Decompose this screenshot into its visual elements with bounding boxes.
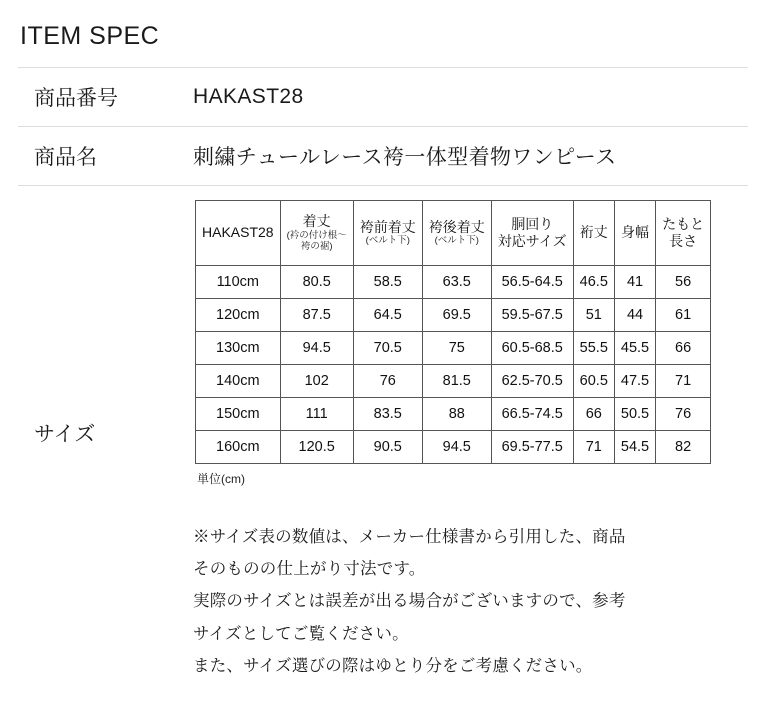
- page-title: ITEM SPEC: [20, 22, 160, 50]
- table-cell: 71: [573, 431, 614, 464]
- size-table-header-cell: 袴後着丈 (ベルト下): [422, 201, 491, 266]
- size-table-header-cell: HAKAST28: [196, 201, 281, 266]
- table-cell: 62.5-70.5: [491, 365, 573, 398]
- table-cell: 58.5: [353, 266, 422, 299]
- table-cell: 54.5: [614, 431, 655, 464]
- size-table-header-cell: 身幅: [614, 201, 655, 266]
- table-cell: 87.5: [280, 299, 353, 332]
- size-table-header-cell: 胴回り 対応サイズ: [491, 201, 573, 266]
- table-cell: 111: [280, 398, 353, 431]
- table-cell: 140cm: [196, 365, 281, 398]
- table-row: [196, 266, 711, 299]
- table-cell: 69.5-77.5: [491, 431, 573, 464]
- table-cell: 55.5: [573, 332, 614, 365]
- value-product-number: HAKAST28: [193, 85, 304, 108]
- size-table-header-subtext: (衿の付け根～ 袴の裾): [286, 229, 347, 252]
- size-table-header-subtext: (ベルト下): [434, 235, 479, 247]
- table-cell: 56.5-64.5: [491, 266, 573, 299]
- table-cell: 90.5: [353, 431, 422, 464]
- table-cell: 160cm: [196, 431, 281, 464]
- size-table-header-cell: 裄丈: [573, 201, 614, 266]
- table-cell: 88: [422, 398, 491, 431]
- note-line: 実際のサイズとは誤差が出る場合がございますので、参考: [193, 592, 626, 611]
- table-cell: 66: [573, 398, 614, 431]
- size-table-head: [196, 201, 711, 266]
- table-cell: 66.5-74.5: [491, 398, 573, 431]
- table-cell: 56: [656, 266, 711, 299]
- table-row: [196, 431, 711, 464]
- unit-note: 単位(cm): [197, 472, 245, 486]
- note-line: ※サイズ表の数値は、メーカー仕様書から引用した、商品: [193, 528, 626, 546]
- table-cell: 130cm: [196, 332, 281, 365]
- table-row: [196, 299, 711, 332]
- table-cell: 66: [656, 332, 711, 365]
- table-cell: 81.5: [422, 365, 491, 398]
- table-cell: 60.5-68.5: [491, 332, 573, 365]
- table-cell: 70.5: [353, 332, 422, 365]
- table-cell: 69.5: [422, 299, 491, 332]
- size-table-header-cell: たもと 長さ: [656, 201, 711, 266]
- label-product-number: 商品番号: [34, 87, 118, 110]
- table-cell: 110cm: [196, 266, 281, 299]
- table-cell: 120cm: [196, 299, 281, 332]
- label-product-name: 商品名: [34, 146, 97, 169]
- table-cell: 64.5: [353, 299, 422, 332]
- note-line: また、サイズ選びの際はゆとり分をご考慮ください。: [193, 656, 593, 675]
- table-cell: 76: [353, 365, 422, 398]
- table-cell: 76: [656, 398, 711, 431]
- size-content: [193, 186, 748, 682]
- spec-row-size: [18, 186, 748, 682]
- table-cell: 80.5: [280, 266, 353, 299]
- table-cell: 94.5: [280, 332, 353, 365]
- table-row: [196, 365, 711, 398]
- size-table-header-subtext: (ベルト下): [365, 235, 410, 247]
- table-cell: 60.5: [573, 365, 614, 398]
- size-table: [195, 200, 711, 464]
- value-product-name: 刺繍チュールレース袴一体型着物ワンピース: [193, 146, 617, 169]
- size-notes: [193, 487, 748, 682]
- table-cell: 71: [656, 365, 711, 398]
- table-cell: 63.5: [422, 266, 491, 299]
- table-cell: 150cm: [196, 398, 281, 431]
- size-table-header-cell: 着丈 (衿の付け根～ 袴の裾): [280, 201, 353, 266]
- table-cell: 94.5: [422, 431, 491, 464]
- table-cell: 46.5: [573, 266, 614, 299]
- table-cell: 51: [573, 299, 614, 332]
- table-cell: 45.5: [614, 332, 655, 365]
- table-cell: 61: [656, 299, 711, 332]
- table-cell: 47.5: [614, 365, 655, 398]
- table-row: [196, 332, 711, 365]
- note-line: そのものの仕上がり寸法です。: [193, 560, 426, 579]
- table-cell: 102: [280, 365, 353, 398]
- table-cell: 75: [422, 332, 491, 365]
- table-row: [196, 398, 711, 431]
- size-table-body: [196, 266, 711, 464]
- spec-row-product-name: [18, 127, 748, 185]
- table-cell: 83.5: [353, 398, 422, 431]
- table-cell: 41: [614, 266, 655, 299]
- table-cell: 59.5-67.5: [491, 299, 573, 332]
- table-cell: 44: [614, 299, 655, 332]
- size-table-header-row: [196, 201, 711, 266]
- table-cell: 120.5: [280, 431, 353, 464]
- table-cell: 82: [656, 431, 711, 464]
- note-line: サイズとしてご覧ください。: [193, 624, 409, 643]
- size-table-header-cell: 袴前着丈 (ベルト下): [353, 201, 422, 266]
- label-size: サイズ: [34, 423, 96, 446]
- table-cell: 50.5: [614, 398, 655, 431]
- spec-row-product-number: [18, 68, 748, 126]
